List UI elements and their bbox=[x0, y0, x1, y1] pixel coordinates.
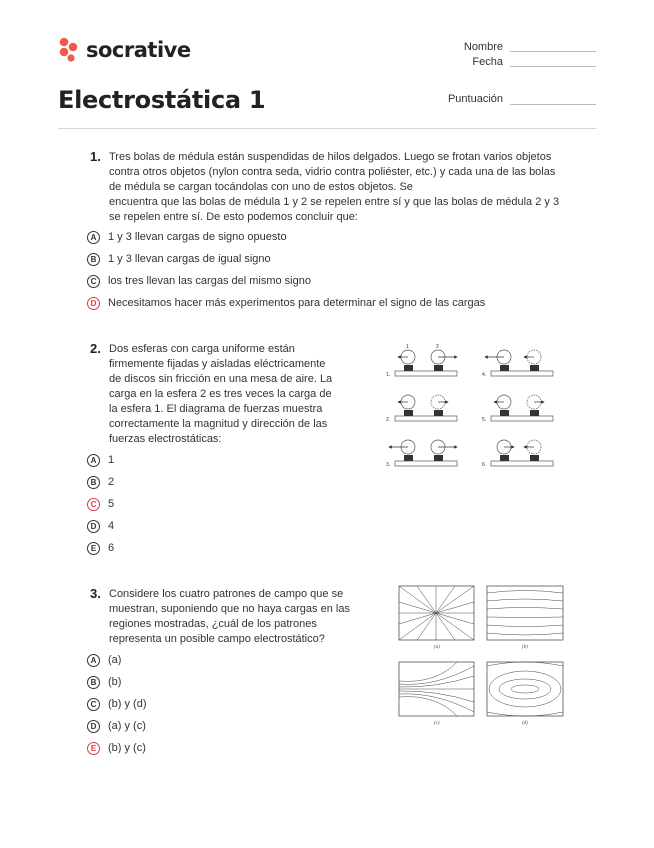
answer-option[interactable] bbox=[87, 674, 147, 690]
option-letter-badge: A bbox=[87, 654, 100, 667]
question-number: 3. bbox=[90, 586, 101, 601]
figure-label: 3. bbox=[386, 462, 391, 468]
figure-label: (b) bbox=[522, 645, 528, 650]
option-letter-badge: C bbox=[87, 498, 100, 511]
option-letter-badge: D bbox=[87, 720, 100, 733]
header-divider bbox=[58, 128, 596, 129]
option-letter-badge: A bbox=[87, 231, 100, 244]
option-text: 1 bbox=[108, 454, 115, 466]
option-text: Necesitamos hacer más experimentos para determinar el signo de las cargas bbox=[108, 297, 486, 309]
sphere-label: 1 bbox=[406, 344, 409, 350]
answer-option[interactable] bbox=[87, 540, 114, 556]
option-text: (a) bbox=[108, 654, 122, 666]
force-diagrams-figure bbox=[383, 339, 563, 474]
answer-option[interactable] bbox=[87, 652, 147, 668]
figure-label: (d) bbox=[522, 721, 528, 726]
option-text: 1 y 3 llevan cargas de igual signo bbox=[108, 253, 271, 265]
field-patterns-figure bbox=[397, 584, 567, 729]
answer-option[interactable] bbox=[87, 696, 147, 712]
figure-label: 2. bbox=[386, 417, 391, 423]
field-pattern-a bbox=[399, 586, 474, 650]
question-number: 1. bbox=[90, 149, 101, 164]
logo-text: socrative bbox=[86, 38, 191, 62]
name-label: Nombre bbox=[463, 41, 503, 53]
answer-options bbox=[87, 652, 147, 756]
option-letter-badge: B bbox=[87, 253, 100, 266]
figure-label: (c) bbox=[434, 721, 440, 726]
field-pattern-c bbox=[399, 662, 474, 726]
question-text: Considere los cuatro patrones de campo que se muestran, suponiendo que no haya cargas en las regiones mostradas, ¿cuál de los patrones representa un posible campo electrostático? bbox=[109, 588, 350, 645]
option-letter-badge: E bbox=[87, 542, 100, 555]
option-text: (b) y (c) bbox=[108, 742, 146, 754]
diagram-3 bbox=[386, 440, 457, 468]
answer-option-correct[interactable] bbox=[87, 740, 147, 756]
field-pattern-b bbox=[487, 586, 563, 650]
diagram-6 bbox=[482, 440, 553, 468]
answer-option-correct[interactable] bbox=[87, 295, 485, 311]
date-field[interactable] bbox=[510, 66, 596, 67]
figure-label: (a) bbox=[434, 645, 440, 650]
question-number: 2. bbox=[90, 341, 101, 356]
option-text: los tres llevan las cargas del mismo signo bbox=[108, 275, 311, 287]
question-text: Dos esferas con carga uniforme están firmemente fijadas y aisladas eléctricamente de discos sin fricción en una mesa de aire. La carga en la esfera 2 es tres veces la carga de la esfera 1. El diagrama de fuerzas muestra correctamente la magnitud y dirección de las fuerzas electrostáticas: bbox=[109, 343, 333, 445]
option-text: 1 y 3 llevan cargas de signo opuesto bbox=[108, 231, 287, 243]
answer-options bbox=[87, 452, 114, 556]
answer-options bbox=[87, 229, 485, 311]
option-text: (a) y (c) bbox=[108, 720, 146, 732]
field-pattern-d bbox=[487, 662, 563, 726]
page-title: Electrostática 1 bbox=[58, 86, 266, 114]
answer-option[interactable] bbox=[87, 718, 147, 734]
option-letter-badge: D bbox=[87, 297, 100, 310]
diagram-4 bbox=[482, 350, 553, 378]
answer-option[interactable] bbox=[87, 251, 485, 267]
score-label: Puntuación bbox=[447, 93, 503, 105]
socrative-logo-icon bbox=[58, 37, 80, 63]
option-letter-badge: B bbox=[87, 476, 100, 489]
option-text: (b) y (d) bbox=[108, 698, 147, 710]
figure-label: 4. bbox=[482, 372, 487, 378]
date-label: Fecha bbox=[472, 56, 503, 68]
diagram-1 bbox=[386, 344, 457, 378]
socrative-logo bbox=[58, 37, 191, 63]
figure-label: 5. bbox=[482, 417, 487, 423]
option-letter-badge: D bbox=[87, 520, 100, 533]
option-text: (b) bbox=[108, 676, 122, 688]
answer-option[interactable] bbox=[87, 474, 114, 490]
figure-label: 6. bbox=[482, 462, 487, 468]
option-letter-badge: B bbox=[87, 676, 100, 689]
diagram-5 bbox=[482, 395, 553, 423]
sphere-label: 2 bbox=[436, 344, 439, 350]
option-letter-badge: C bbox=[87, 275, 100, 288]
option-text: 5 bbox=[108, 498, 115, 510]
option-text: 4 bbox=[108, 520, 115, 532]
answer-option-correct[interactable] bbox=[87, 496, 114, 512]
option-letter-badge: C bbox=[87, 698, 100, 711]
option-letter-badge: A bbox=[87, 454, 100, 467]
answer-option[interactable] bbox=[87, 229, 485, 245]
answer-option[interactable] bbox=[87, 273, 485, 289]
option-text: 6 bbox=[108, 542, 115, 554]
score-field[interactable] bbox=[510, 104, 596, 105]
figure-label: 1. bbox=[386, 372, 391, 378]
option-text: 2 bbox=[108, 476, 115, 488]
option-letter-badge: E bbox=[87, 742, 100, 755]
question-text: Tres bolas de médula están suspendidas de hilos delgados. Luego se frotan varios objetos contra otros objetos (nylon contra seda, vidrio contra poliéster, etc.) y cada una de las bolas de médula se cargan tocándolas con uno de estos objetos. Se encuentra que las bolas de médula 1 y 2 se repelen entre sí y que las bolas de médula 2 y 3 se repelen entre sí. De esto podemos concluir que: bbox=[109, 151, 560, 223]
diagram-2 bbox=[386, 395, 457, 423]
answer-option[interactable] bbox=[87, 452, 114, 468]
answer-option[interactable] bbox=[87, 518, 114, 534]
name-field[interactable] bbox=[510, 51, 596, 52]
